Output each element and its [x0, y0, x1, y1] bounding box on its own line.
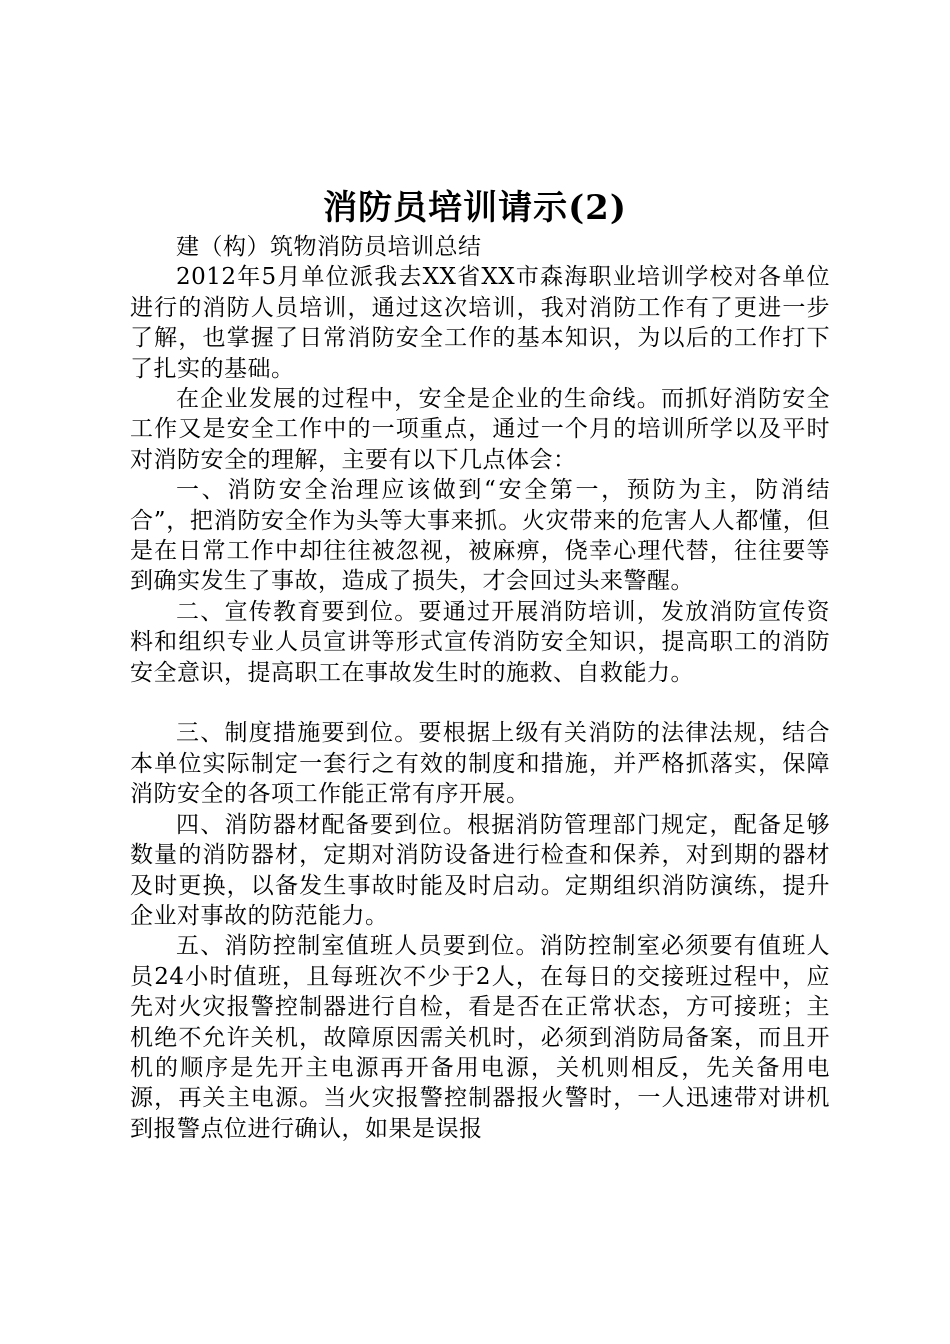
paragraph-point-5: 五、消防控制室值班人员要到位。消防控制室必须要有值班人员24小时值班，且每班次不少于2人，在每日的交接班过程中，应先对火灾报警控制器进行自检，看是否在正常状态，方可接班；主机绝不允许关机，故障原因需关机时，必须到消防局备案，而且开机的顺序是先开主电源再开备用电源，关机则相反，先关备用电源，再关主电源。当火灾报警控制器报火警时，一人迅速带对讲机到报警点位进行确认，如果是误报 — [130, 933, 830, 1142]
paragraph-point-1: 一、消防安全治理应该做到“安全第一，预防为主，防消结合”，把消防安全作为头等大事来抓。火灾带来的危害人人都懂，但是在日常工作中却往往被忽视，被麻痹，侥幸心理代替，往往要等到确实发生了事故，造成了损失，才会回过头来警醒。 — [130, 477, 830, 595]
paragraph-intro: 2012年5月单位派我去XX省XX市森海职业培训学校对各单位进行的消防人员培训，通过这次培训，我对消防工作有了更进一步了解，也掌握了日常消防安全工作的基本知识，为以后的工作打下了扎实的基础。 — [130, 264, 830, 382]
paragraph-point-2: 二、宣传教育要到位。要通过开展消防培训，发放消防宣传资料和组织专业人员宣讲等形式宣传消防安全知识，提高职工的消防安全意识，提高职工在事故发生时的施救、自救能力。 — [130, 598, 830, 686]
paragraph-context: 在企业发展的过程中，安全是企业的生命线。而抓好消防安全工作又是安全工作中的一项重点，通过一个月的培训所学以及平时对消防安全的理解，主要有以下几点体会： — [130, 386, 830, 473]
paragraph-point-3: 三、制度措施要到位。要根据上级有关消防的法律法规，结合本单位实际制定一套行之有效的制度和措施，并严格抓落实，保障消防安全的各项工作能正常有序开展。 — [130, 720, 830, 808]
document-title: 消防员培训请示(2) — [323, 188, 627, 228]
paragraph-point-4: 四、消防器材配备要到位。根据消防管理部门规定，配备足够数量的消防器材，定期对消防设备进行检查和保养，对到期的器材及时更换，以备发生事故时能及时启动。定期组织消防演练，提升企业对事故的防范能力。 — [130, 811, 830, 929]
paragraph-subtitle: 建（构）筑物消防员培训总结 — [176, 234, 482, 260]
blank-line — [130, 688, 830, 718]
document-body — [130, 232, 830, 1144]
